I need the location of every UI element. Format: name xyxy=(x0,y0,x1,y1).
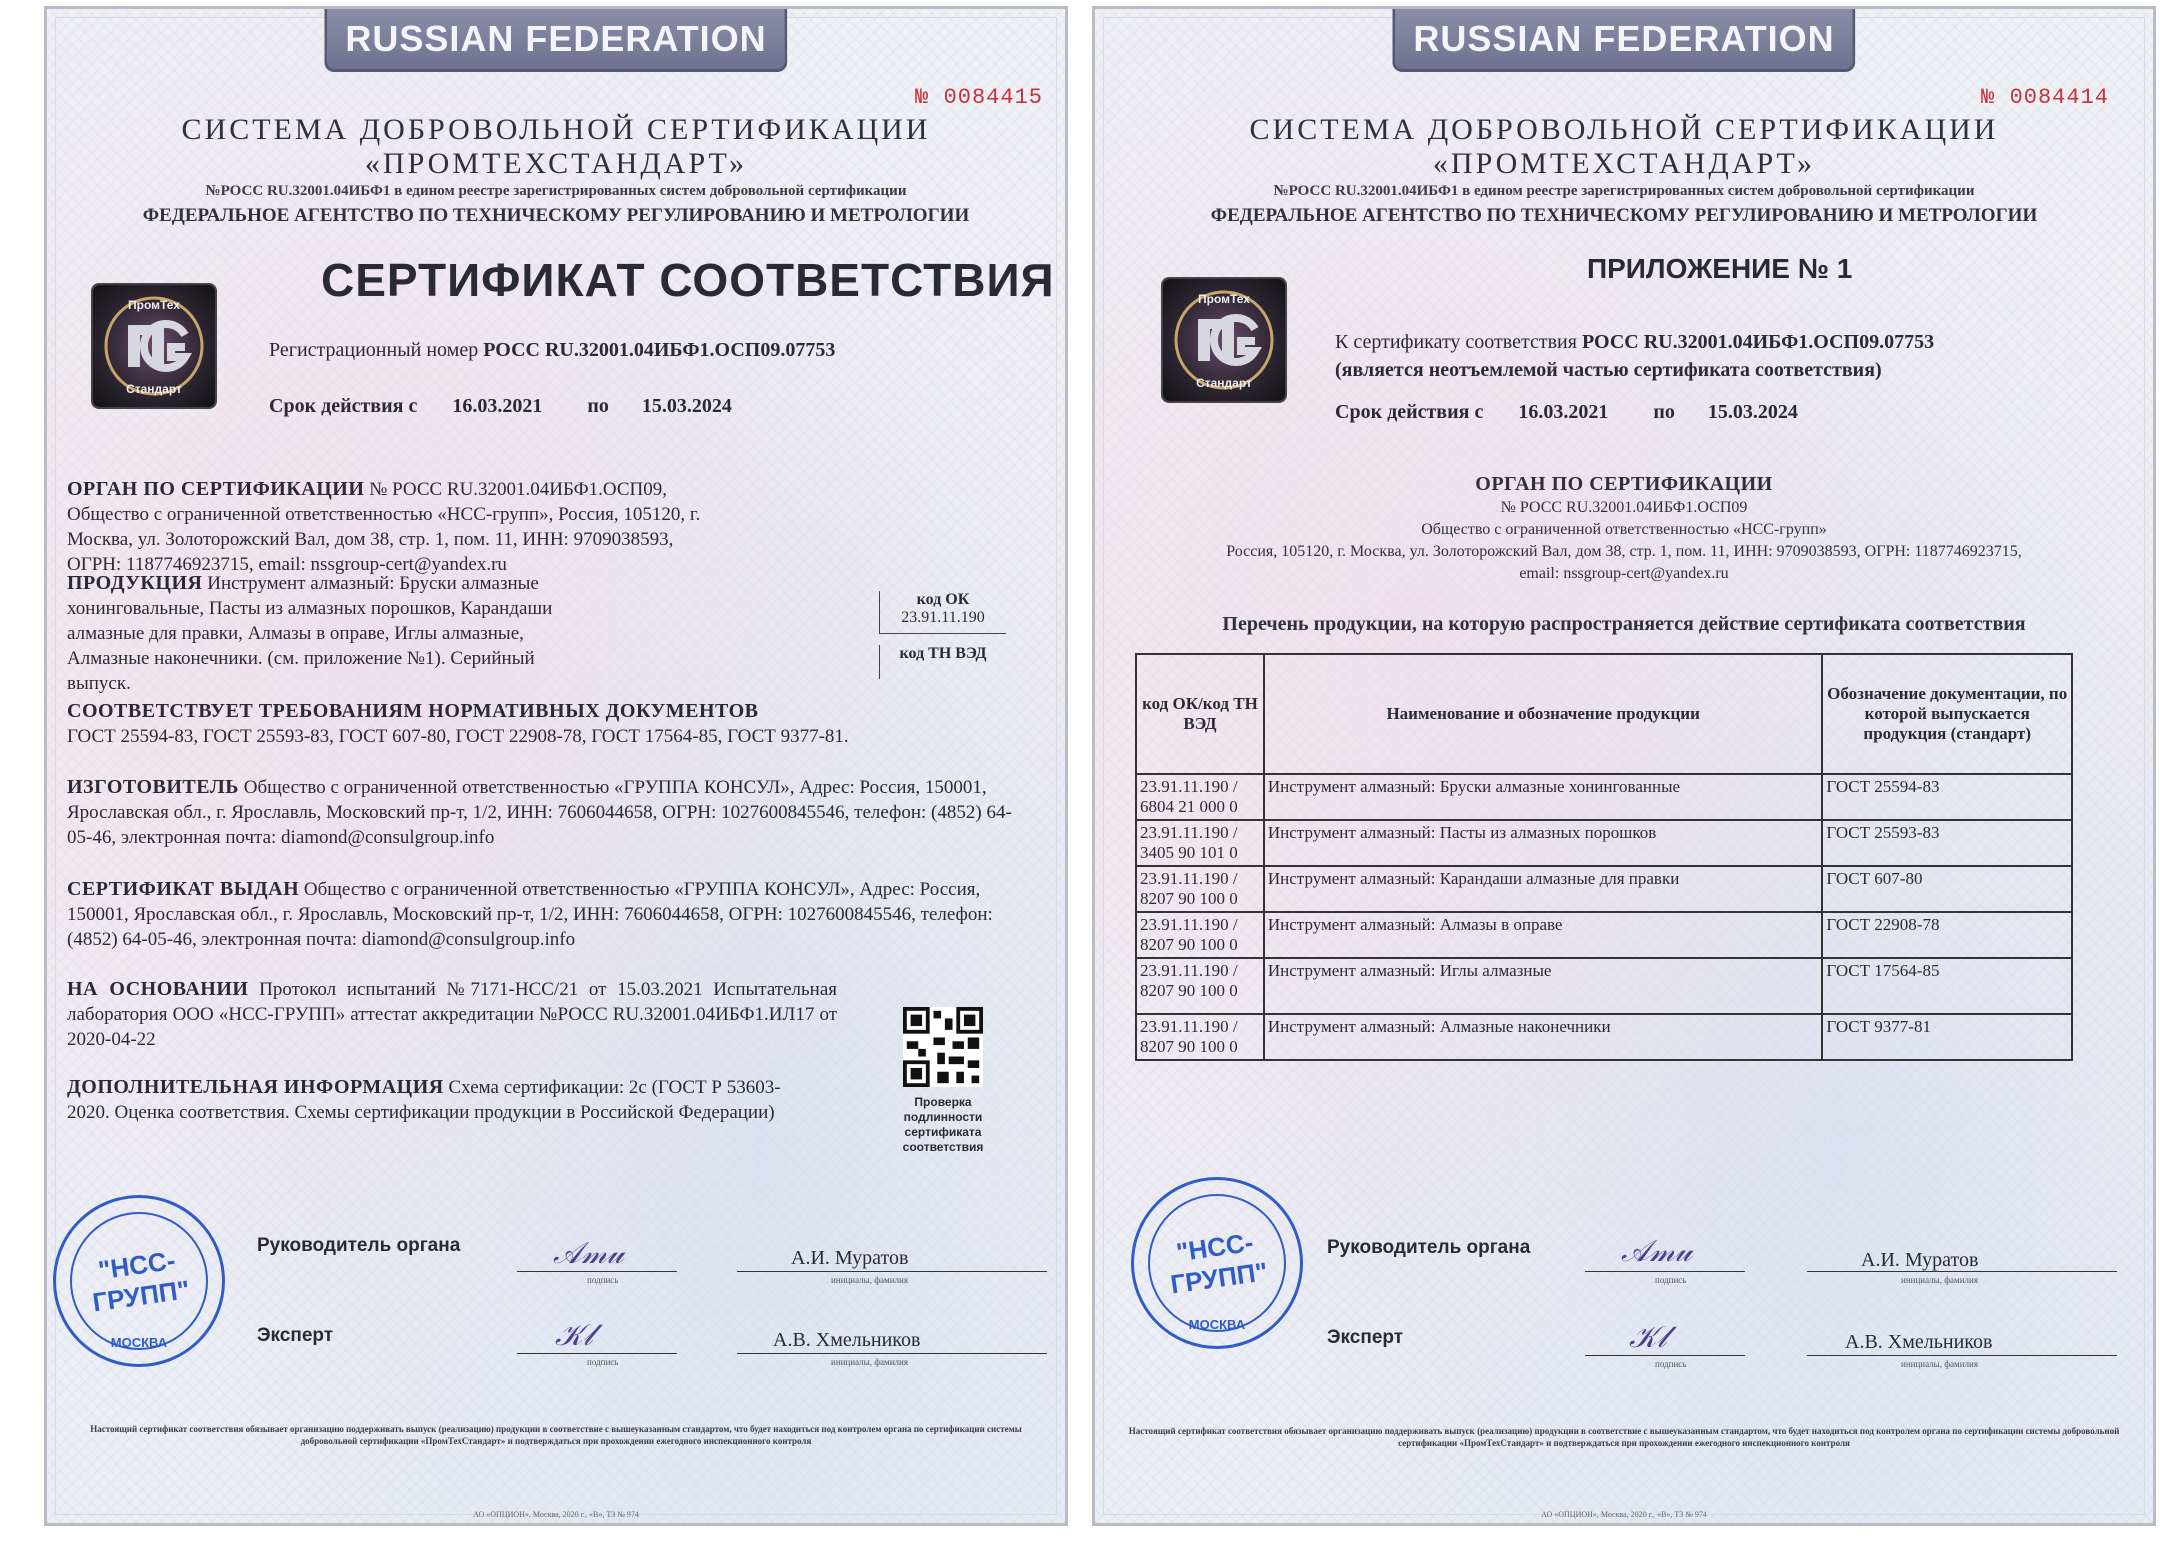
table-row xyxy=(1136,866,2072,912)
section-text: ГОСТ 25594-83, ГОСТ 25593-83, ГОСТ 607-80, ГОСТ 22908-78, ГОСТ 17564-85, ГОСТ 9377-81. xyxy=(67,726,849,747)
table-row xyxy=(1136,774,2072,820)
manufacturer-section xyxy=(67,775,1027,850)
reference-label: К сертификату соответствия xyxy=(1335,331,1577,353)
body-line2: Общество с ограниченной ответственностью «НСС-групп» xyxy=(1421,521,1827,538)
head-signature-icon: 𝒜𝓂𝓊 xyxy=(1621,1235,1692,1268)
table-row xyxy=(1136,958,2072,1014)
product-standard: ГОСТ 25594-83 xyxy=(1822,774,2072,820)
banner: RUSSIAN FEDERATION xyxy=(324,9,787,72)
banner: RUSSIAN FEDERATION xyxy=(1392,9,1855,72)
agency-line: ФЕДЕРАЛЬНОЕ АГЕНТСТВО ПО ТЕХНИЧЕСКОМУ РЕГУЛИРОВАНИЮ И МЕТРОЛОГИИ xyxy=(142,205,970,226)
body-line1: № РОСС RU.32001.04ИБФ1.ОСП09 xyxy=(1500,499,1748,516)
certificate-page xyxy=(44,6,1068,1526)
expert-name: А.В. Хмельников xyxy=(1845,1331,1993,1353)
footer-note: Настоящий сертификат соответствия обязывает организацию поддерживать выпуск (реализацию) продукции в соответствие с вышеуказанным стандартом, что будет находиться под контролем органа по сертификации системы добровольной сертификации «ПромТехСтандарт» и подтверждаться при прохождении ежегодного инспекционного контроля xyxy=(90,1424,1022,1446)
product-standard: ГОСТ 22908-78 xyxy=(1822,912,2072,958)
section-text: Общество с ограниченной ответственностью «ГРУППА КОНСУЛ», Адрес: Россия, 150001, Ярославская обл., г. Ярославль, Московский пр-т, 1/2, ИНН: 7606044658, ОГРН: 1027600845546, телефон: (4852) 64-05-46, электронная почта: diamond@consulgroup.info xyxy=(67,879,993,950)
product-name: Инструмент алмазный: Иглы алмазные xyxy=(1264,958,1823,1014)
registry-line: №РОСС RU.32001.04ИБФ1 в едином реестре зарегистрированных систем добровольной сертификации xyxy=(1273,183,1975,199)
agency-line: ФЕДЕРАЛЬНОЕ АГЕНТСТВО ПО ТЕХНИЧЕСКОМУ РЕГУЛИРОВАНИЮ И МЕТРОЛОГИИ xyxy=(1210,205,2038,226)
head-name: А.И. Муратов xyxy=(1861,1249,1979,1271)
expert-label: Эксперт xyxy=(257,1325,334,1346)
product-list-title: Перечень продукции, на которую распространяется действие сертификата соответствия xyxy=(1222,613,2026,635)
reference-number: РОСС RU.32001.04ИБФ1.ОСП09.07753 xyxy=(1581,331,1935,353)
initials-caption: инициалы, фамилия xyxy=(831,1275,908,1285)
valid-to-label: по xyxy=(587,395,609,417)
code-ok: 23.91.11.190 / xyxy=(1140,1017,1238,1036)
product-standard: ГОСТ 17564-85 xyxy=(1822,958,2072,1014)
product-standard: ГОСТ 607-80 xyxy=(1822,866,2072,912)
stamp-text: "НСС-ГРУПП" xyxy=(1168,1226,1270,1300)
logo-emblem-icon xyxy=(93,285,215,407)
code-tnved: 3405 90 101 0 xyxy=(1140,843,1238,862)
section-heading: СЕРТИФИКАТ ВЫДАН xyxy=(67,878,300,900)
initials-caption: инициалы, фамилия xyxy=(1901,1275,1978,1285)
logo-bottom-text: Стандарт xyxy=(126,382,182,396)
promtech-logo xyxy=(1163,279,1285,401)
registration-line xyxy=(269,339,835,362)
code-tnved: 8207 90 100 0 xyxy=(1140,1037,1238,1056)
stamp-city: МОСКВА xyxy=(1188,1317,1246,1332)
validity-label: Срок действия с xyxy=(269,395,418,417)
section-heading: ОРГАН ПО СЕРТИФИКАЦИИ xyxy=(67,478,365,500)
product-standard: ГОСТ 25593-83 xyxy=(1822,820,2072,866)
stamp-text: "НСС-ГРУПП" xyxy=(90,1244,192,1318)
code-tnved: 6804 21 000 0 xyxy=(1140,797,1238,816)
print-mark: АО «ОПЦИОН», Москва, 2020 г., «В», ТЗ № 974 xyxy=(1541,1510,1707,1519)
ok-code-label: код ОК xyxy=(916,591,970,608)
code-ok: 23.91.11.190 / xyxy=(1140,869,1238,888)
validity-label: Срок действия с xyxy=(1335,401,1484,423)
system-name-line1: СИСТЕМА ДОБРОВОЛЬНОЙ СЕРТИФИКАЦИИ xyxy=(181,113,931,146)
validity-line xyxy=(269,395,732,418)
code-ok: 23.91.11.190 / xyxy=(1140,915,1238,934)
product-name: Инструмент алмазный: Карандаши алмазные для правки xyxy=(1264,866,1823,912)
document-title: СЕРТИФИКАТ СООТВЕТСТВИЯ xyxy=(321,254,1055,306)
basis-section xyxy=(67,977,837,1052)
expert-signature-icon: 𝒦𝓁 xyxy=(555,1319,593,1352)
organization-stamp xyxy=(1131,1177,1303,1349)
section-text: Общество с ограниченной ответственностью «ГРУППА КОНСУЛ», Адрес: Россия, 150001, Ярославская обл., г. Ярославль, Московский пр-т, 1/2, ИНН: 7606044658, ОГРН: 1027600845546, телефон: (4852) 64-05-46, электронная почта: diamond@consulgroup.info xyxy=(67,777,1012,848)
issued-to-section xyxy=(67,877,1027,952)
product-section xyxy=(67,571,567,696)
signature-caption: подпись xyxy=(1655,1359,1687,1369)
section-heading: НА ОСНОВАНИИ xyxy=(67,978,249,1000)
product-name: Инструмент алмазный: Алмазные наконечники xyxy=(1264,1014,1823,1060)
qr-caption: Проверка подлинности сертификата соответствия xyxy=(902,1095,984,1154)
serial-number: № 0084415 xyxy=(915,85,1043,110)
section-text: № РОСС RU.32001.04ИБФ1.ОСП09, Общество с ограниченной ответственностью «НСС-групп», Россия, 105120, г. Москва, ул. Золоторожский Вал, дом 38, стр. 1, пом. 11, ИНН: 9709038593, ОГРН: 1187746923715, email: nssgroup-cert@yandex.ru xyxy=(67,479,701,575)
code-ok: 23.91.11.190 / xyxy=(1140,961,1238,980)
print-mark: АО «ОПЦИОН», Москва, 2020 г., «В», ТЗ № 974 xyxy=(473,1510,639,1519)
valid-from: 16.03.2021 xyxy=(1518,401,1609,423)
head-signature-icon: 𝒜𝓂𝓊 xyxy=(553,1237,624,1270)
reference-line xyxy=(1335,331,1934,354)
section-heading: ПРОДУКЦИЯ xyxy=(67,572,203,594)
product-name: Инструмент алмазный: Пасты из алмазных порошков xyxy=(1264,820,1823,866)
conformity-section xyxy=(67,699,1027,749)
table-row xyxy=(1136,912,2072,958)
additional-info-section xyxy=(67,1075,807,1125)
ok-code-value: 23.91.11.190 xyxy=(901,609,985,626)
code-tnved: 8207 90 100 0 xyxy=(1140,889,1238,908)
signature-caption: подпись xyxy=(1655,1275,1687,1285)
document-title: ПРИЛОЖЕНИЕ № 1 xyxy=(1587,253,1853,284)
valid-to-label: по xyxy=(1653,401,1675,423)
section-text: Протокол испытаний №7171-НСС/21 от 15.03.2021 Испытательная лаборатория ООО «НСС-ГРУПП» аттестат аккредитации №РОСС RU.32001.04ИБФ1.ИЛ17 от 2020-04-22 xyxy=(67,979,838,1050)
ok-code-box xyxy=(879,591,1006,634)
signature-caption: подпись xyxy=(587,1357,619,1367)
table-header-row xyxy=(1136,654,2072,774)
initials-caption: инициалы, фамилия xyxy=(831,1357,908,1367)
promtech-logo xyxy=(93,285,215,407)
expert-name: А.В. Хмельников xyxy=(773,1329,921,1351)
validity-line xyxy=(1335,401,1798,424)
signature-caption: подпись xyxy=(587,1275,619,1285)
code-tnved: 8207 90 100 0 xyxy=(1140,935,1238,954)
table-row xyxy=(1136,820,2072,866)
head-label: Руководитель органа xyxy=(1327,1237,1531,1258)
expert-signature-icon: 𝒦𝓁 xyxy=(1629,1321,1667,1354)
reference-note: (является неотъемлемой частью сертификата соответствия) xyxy=(1335,359,1882,381)
valid-from: 16.03.2021 xyxy=(452,395,543,417)
tnved-code-label: код ТН ВЭД xyxy=(879,645,1006,679)
section-heading: ИЗГОТОВИТЕЛЬ xyxy=(67,776,239,798)
body-line4: email: nssgroup-cert@yandex.ru xyxy=(1519,565,1729,582)
certification-body-section xyxy=(67,477,707,577)
system-name-line2: «ПРОМТЕХСТАНДАРТ» xyxy=(1432,147,1816,180)
column-header-code: код ОК/код ТН ВЭД xyxy=(1136,654,1264,774)
table-row xyxy=(1136,1014,2072,1060)
head-label: Руководитель органа xyxy=(257,1235,461,1256)
product-table xyxy=(1135,653,2073,1061)
appendix-page xyxy=(1092,6,2156,1526)
body-line3: Россия, 105120, г. Москва, ул. Золоторожский Вал, дом 38, стр. 1, пом. 11, ИНН: 9709038593, ОГРН: 1187746923715, xyxy=(1226,543,2022,560)
registry-line: №РОСС RU.32001.04ИБФ1 в едином реестре зарегистрированных систем добровольной сертификации xyxy=(205,183,907,199)
code-tnved: 8207 90 100 0 xyxy=(1140,981,1238,1000)
serial-number: № 0084414 xyxy=(1981,85,2109,110)
logo-top-text: ПромТех xyxy=(128,298,180,312)
logo-emblem-icon xyxy=(1163,279,1285,401)
valid-to: 15.03.2024 xyxy=(641,395,732,417)
product-name: Инструмент алмазный: Бруски алмазные хонингованные xyxy=(1264,774,1823,820)
product-standard: ГОСТ 9377-81 xyxy=(1822,1014,2072,1060)
section-text: Схема сертификации: 2с (ГОСТ Р 53603-2020. Оценка соответствия. Схемы сертификации продукции в Российской Федерации) xyxy=(67,1077,781,1123)
system-name-line1: СИСТЕМА ДОБРОВОЛЬНОЙ СЕРТИФИКАЦИИ xyxy=(1249,113,1999,146)
section-text: Инструмент алмазный: Бруски алмазные хонинговальные, Пасты из алмазных порошков, Карандаши алмазные для правки, Алмазы в оправе, Иглы алмазные, Алмазные наконечники. (см. приложение №1). Серийный выпуск. xyxy=(67,573,553,694)
registration-number: РОСС RU.32001.04ИБФ1.ОСП09.07753 xyxy=(483,339,836,361)
section-heading: ДОПОЛНИТЕЛЬНАЯ ИНФОРМАЦИЯ xyxy=(67,1076,444,1098)
stamp-city: МОСКВА xyxy=(110,1335,168,1350)
expert-label: Эксперт xyxy=(1327,1327,1404,1348)
code-ok: 23.91.11.190 / xyxy=(1140,823,1238,842)
head-name: А.И. Муратов xyxy=(791,1247,909,1269)
code-ok: 23.91.11.190 / xyxy=(1140,777,1238,796)
logo-bottom-text: Стандарт xyxy=(1196,376,1252,390)
initials-caption: инициалы, фамилия xyxy=(1901,1359,1978,1369)
column-header-name: Наименование и обозначение продукции xyxy=(1264,654,1823,774)
system-name-line2: «ПРОМТЕХСТАНДАРТ» xyxy=(364,147,748,180)
logo-top-text: ПромТех xyxy=(1198,292,1250,306)
qr-code[interactable] xyxy=(903,1007,983,1087)
product-name: Инструмент алмазный: Алмазы в оправе xyxy=(1264,912,1823,958)
column-header-standard: Обозначение документации, по которой выпускается продукция (стандарт) xyxy=(1822,654,2072,774)
valid-to: 15.03.2024 xyxy=(1707,401,1798,423)
registration-label: Регистрационный номер xyxy=(269,339,479,361)
section-heading: СООТВЕТСТВУЕТ ТРЕБОВАНИЯМ НОРМАТИВНЫХ ДОКУМЕНТОВ xyxy=(67,700,759,722)
organization-stamp xyxy=(53,1195,225,1367)
body-heading: ОРГАН ПО СЕРТИФИКАЦИИ xyxy=(1475,473,1773,495)
footer-note: Настоящий сертификат соответствия обязывает организацию поддерживать выпуск (реализацию) продукции в соответствие с вышеуказанным стандартом, что будет находиться под контролем органа по сертификации системы добровольной сертификации «ПромТехСтандарт» и подтверждаться при прохождении ежегодного инспекционного контроля xyxy=(1128,1426,2120,1448)
